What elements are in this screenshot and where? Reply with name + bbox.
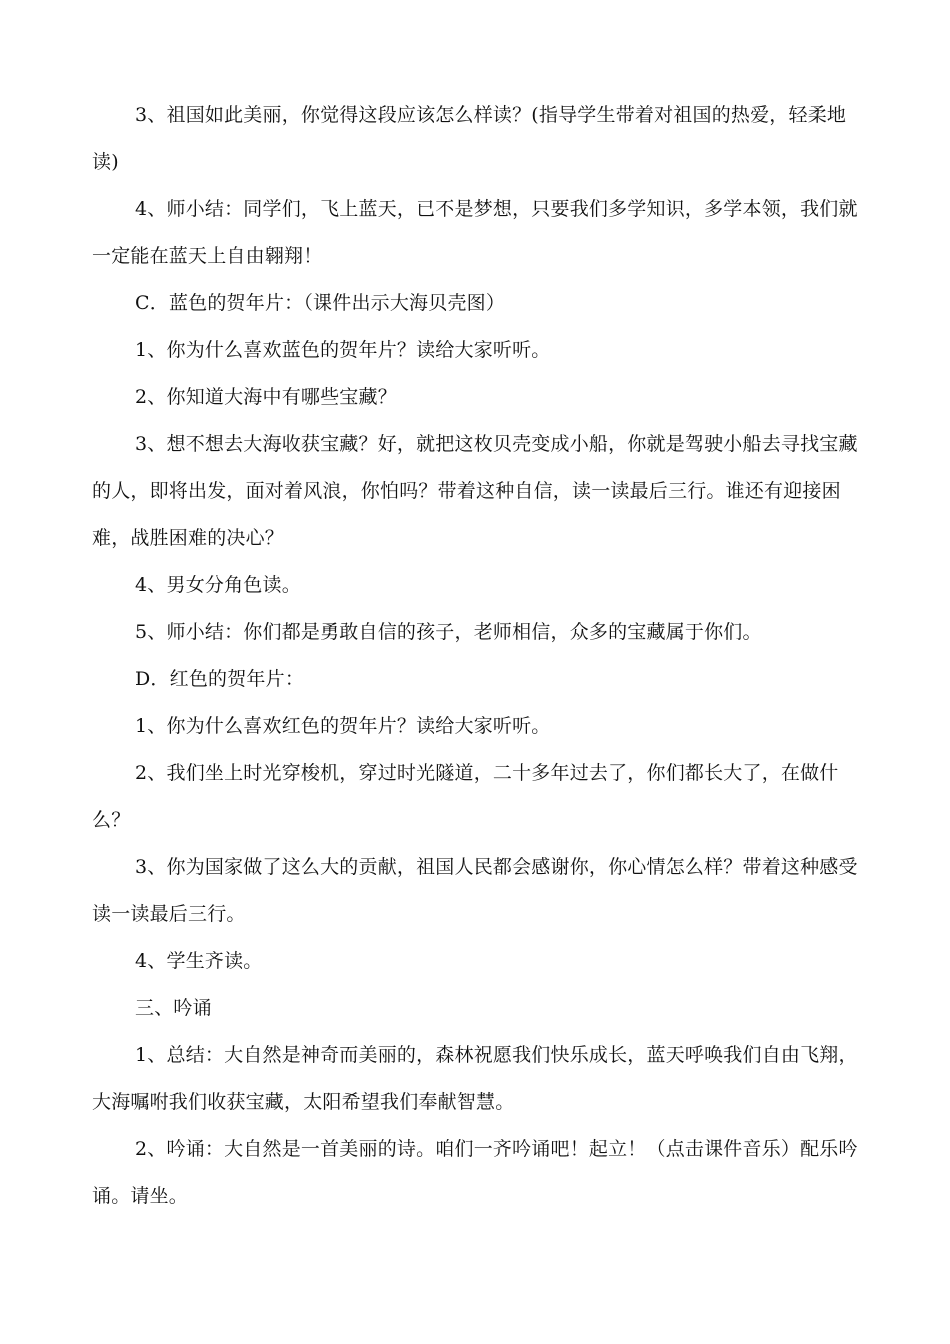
paragraph-c5-teacher-summary-sea: 5、师小结：你们都是勇敢自信的孩子，老师相信，众多的宝藏属于你们。 [135, 621, 762, 643]
paragraph-c3-sail-boat: 3、想不想去大海收获宝藏？好，就把这枚贝壳变成小船，你就是驾驶小船去寻找宝藏的人，即将出发，面对着风浪，你怕吗？带着这种自信，读一读最后三行。谁还有迎接困难，战胜困难的决心？ [92, 433, 858, 549]
paragraph-c2-sea-treasures: 2、你知道大海中有哪些宝藏？ [135, 386, 397, 408]
paragraph-d3-contribution: 3、你为国家做了这么大的贡献，祖国人民都会感谢你，你心情怎么样？带着这种感受读一读最后三行。 [92, 856, 858, 925]
paragraph-section-d-red-card: D．红色的贺年片： [135, 668, 305, 690]
document-body [92, 92, 862, 1220]
paragraph-d4-read-together: 4、学生齐读。 [135, 950, 263, 972]
paragraph-section-three-recite: 三、吟诵 [135, 997, 212, 1019]
paragraph-step3-read-motherland: 3、祖国如此美丽，你觉得这段应该怎么样读？(指导学生带着对祖国的热爱，轻柔地读) [92, 104, 847, 173]
paragraph-d1-why-red: 1、你为什么喜欢红色的贺年片？读给大家听听。 [135, 715, 551, 737]
paragraph-c4-role-reading: 4、男女分角色读。 [135, 574, 301, 596]
paragraph-section-c-blue-card: C．蓝色的贺年片：（课件出示大海贝壳图） [135, 292, 506, 314]
paragraph-recite-1-summary: 1、总结：大自然是神奇而美丽的，森林祝愿我们快乐成长，蓝天呼唤我们自由飞翔，大海嘱咐我们收获宝藏，太阳希望我们奉献智慧。 [92, 1044, 858, 1113]
paragraph-step4-teacher-summary-sky: 4、师小结：同学们，飞上蓝天，已不是梦想，只要我们多学知识，多学本领，我们就一定能在蓝天上自由翱翔！ [92, 198, 858, 267]
paragraph-d2-time-machine: 2、我们坐上时光穿梭机，穿过时光隧道，二十多年过去了，你们都长大了，在做什么？ [92, 762, 839, 831]
paragraph-c1-why-blue: 1、你为什么喜欢蓝色的贺年片？读给大家听听。 [135, 339, 551, 361]
paragraph-recite-2-poem: 2、吟诵：大自然是一首美丽的诗。咱们一齐吟诵吧！起立！（点击课件音乐）配乐吟诵。请坐。 [92, 1138, 858, 1207]
